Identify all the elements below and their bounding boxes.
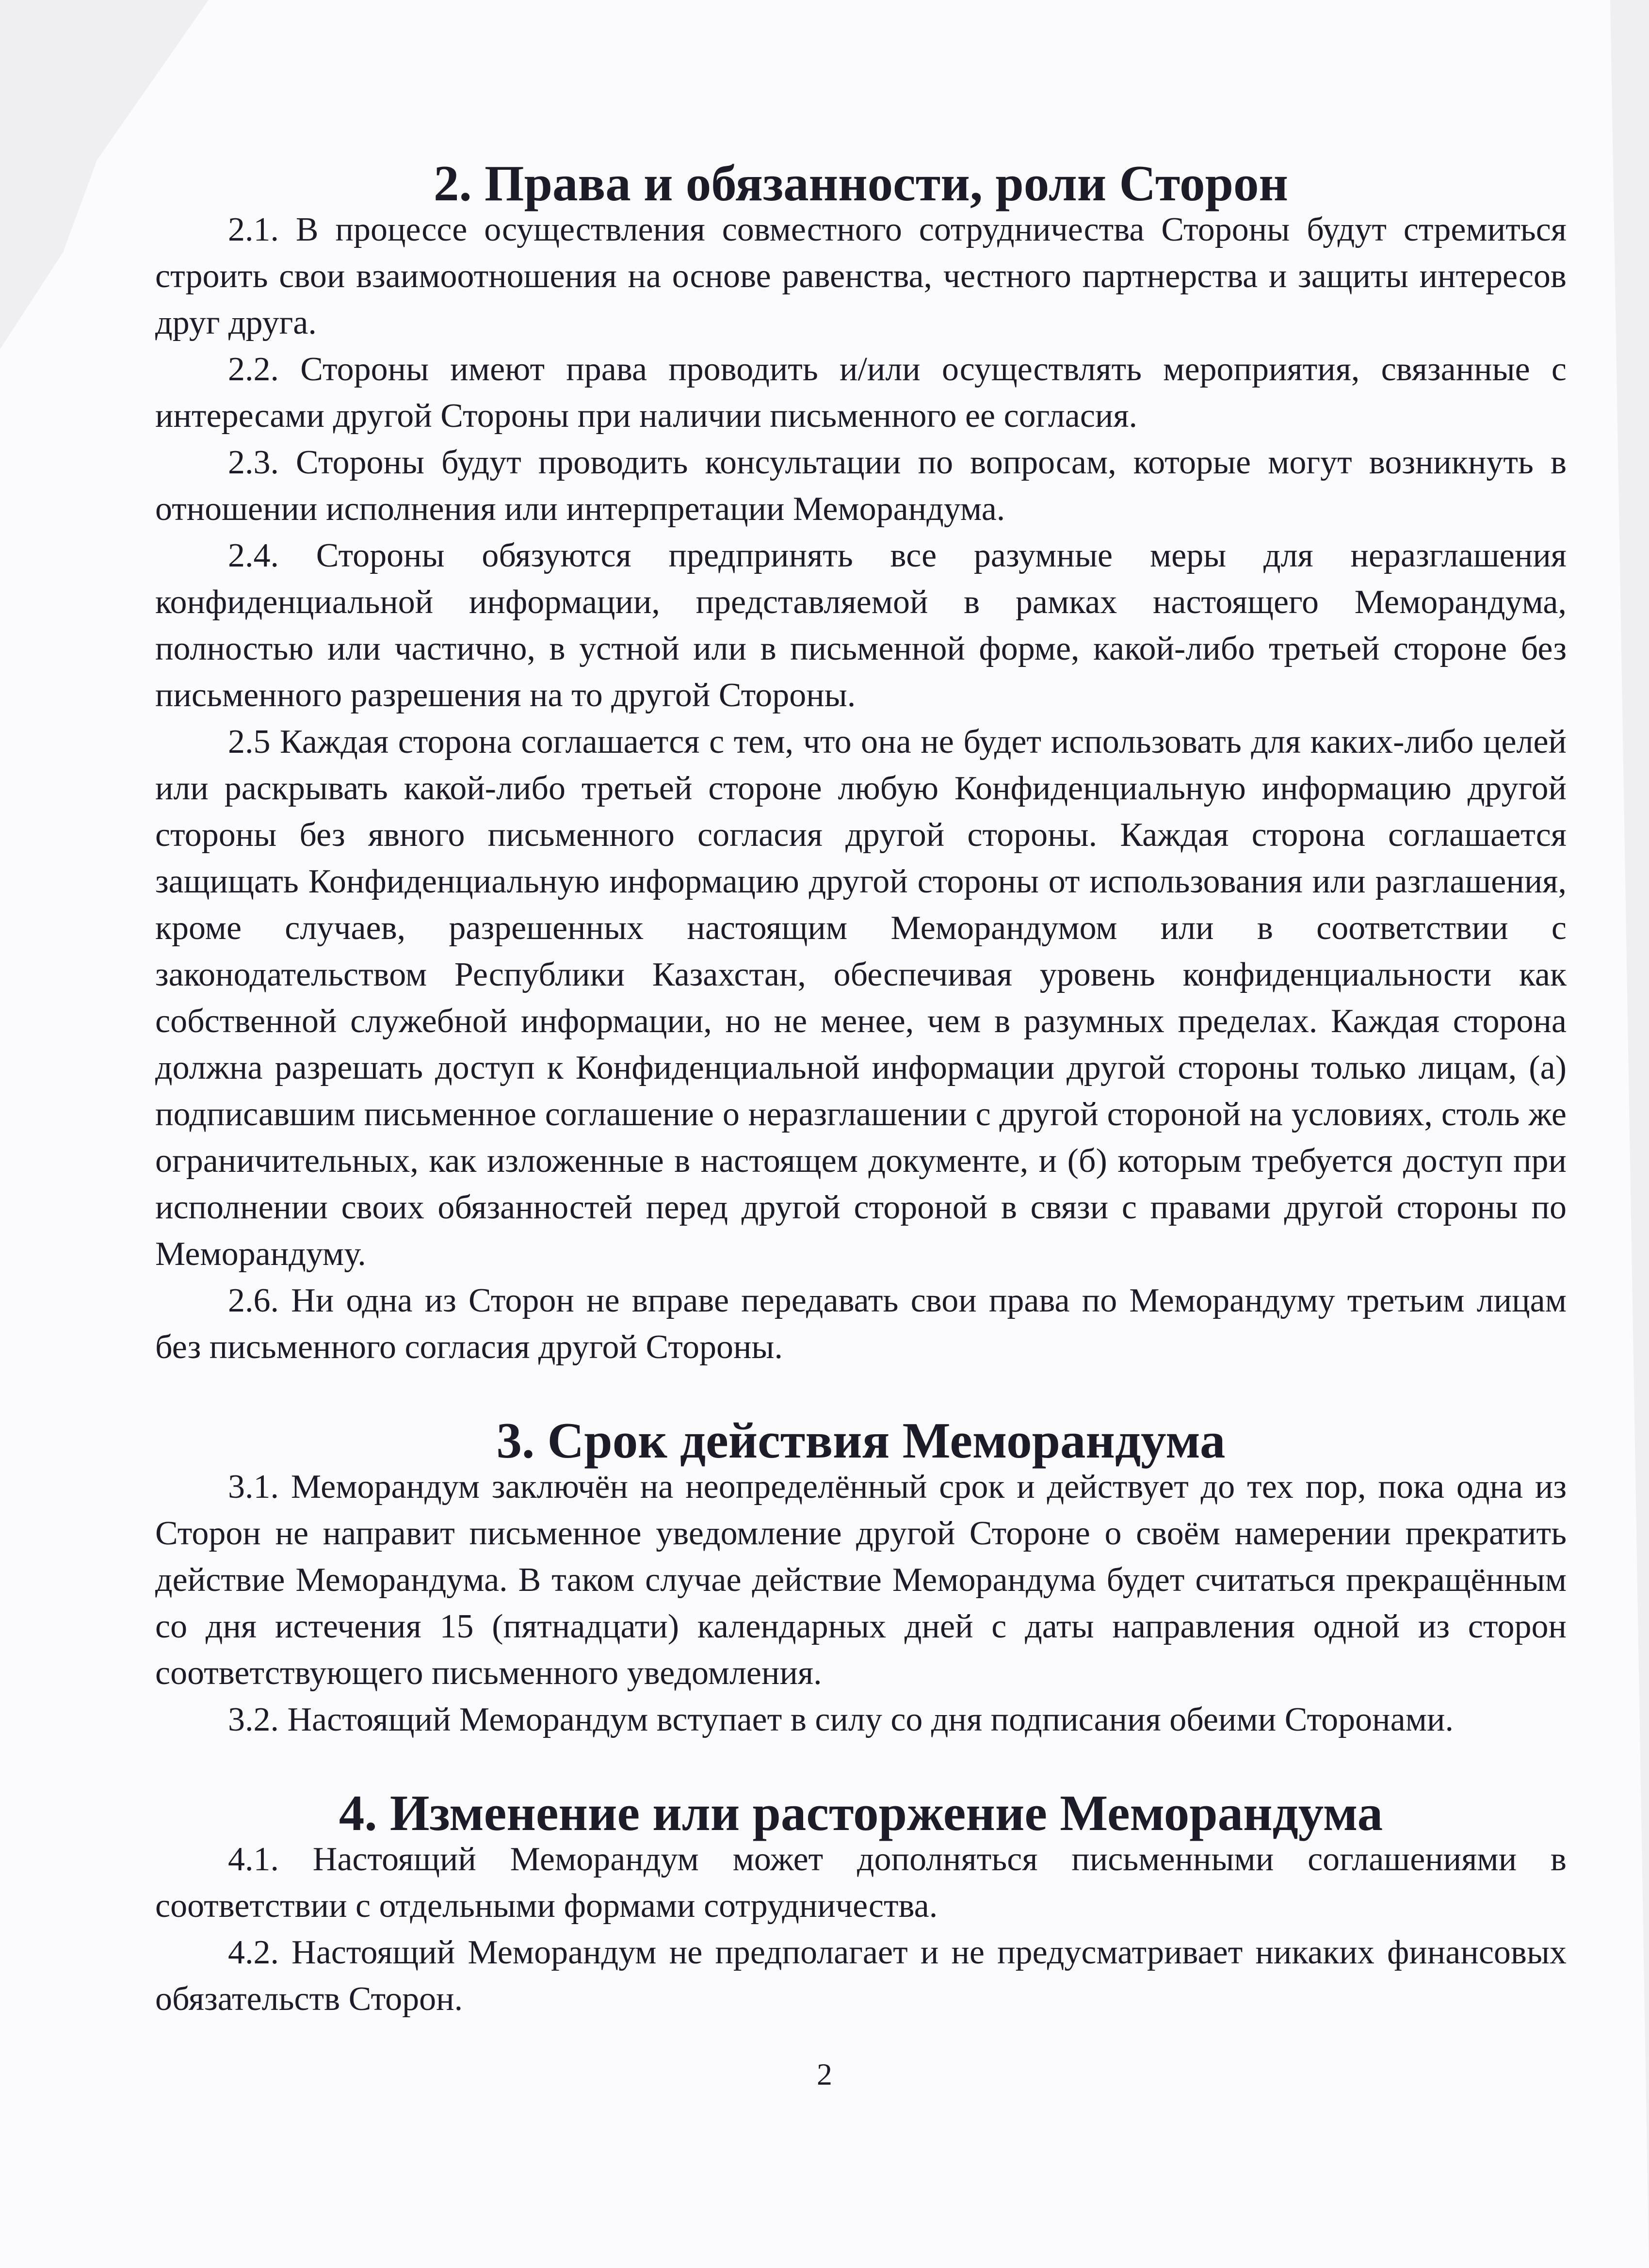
section-spacer (155, 1371, 1567, 1417)
clause-2-2: 2.2. Стороны имеют права проводить и/или осуществлять мероприятия, связанные с интересами другой Стороны при наличии письменного ее согласия. (155, 351, 1567, 435)
document-body (155, 155, 1567, 2023)
section-rights-obligations (155, 155, 1567, 1371)
clause-2-1: 2.1. В процессе осуществления совместного сотрудничества Стороны будут стремиться строить свои взаимоотношения на основе равенства, честного партнерства и защиты интересов друг друга. (155, 211, 1567, 341)
section-heading: 3. Срок действия Меморандума (496, 1412, 1226, 1469)
clause-2-4: 2.4. Стороны обязуются предпринять все разумные меры для неразглашения конфиденциальной информации, представляемой в рамках настоящего Меморандума, полностью или частично, в устной или в письменной форме, какой-либо третьей стороне без письменного разрешения на то другой Стороны. (155, 537, 1567, 714)
clause-4-1: 4.1. Настоящий Меморандум может дополняться письменными соглашениями в соответствии с отдельными формами сотрудничества. (155, 1841, 1567, 1925)
section-amendment-termination (155, 1784, 1567, 2023)
clause-3-1: 3.1. Меморандум заключён на неопределённый срок и действует до тех пор, пока одна из Сторон не направит письменное уведомление другой Стороне о своём намерении прекратить действие Меморандума. В таком случае действие Меморандума будет считаться прекращённым со дня истечения 15 (пятнадцати) календарных дней с даты направления одной из сторон соответствующего письменного уведомления. (155, 1468, 1567, 1692)
section-heading: 4. Изменение или расторжение Меморандума (339, 1784, 1383, 1841)
section-spacer (155, 1743, 1567, 1790)
clause-2-3: 2.3. Стороны будут проводить консультации по вопросам, которые могут возникнуть в отношении исполнения или интерпретации Меморандума. (155, 444, 1567, 528)
clause-2-5: 2.5 Каждая сторона соглашается с тем, что она не будет использовать для каких-либо целей или раскрывать какой-либо третьей стороне любую Конфиденциальную информацию другой стороны без явного письменного согласия другой стороны. Каждая сторона соглашается защищать Конфиденциальную информацию другой стороны от использования или разглашения, кроме случаев, разрешенных настоящим Меморандумом или в соответствии с законодательством Республики Казахстан, обеспечивая уровень конфиденциальности как собственной служебной информации, но не менее, чем в разумных пределах. Каждая сторона должна разрешать доступ к Конфиденциальной информации другой стороны только лицам, (а) подписавшим письменное соглашение о неразглашении с другой стороной на условиях, столь же ограничительных, как изложенные в настоящем документе, и (б) которым требуется доступ при исполнении своих обязанностей перед другой стороной в связи с правами другой стороны по Меморандуму. (155, 723, 1567, 1273)
section-heading: 2. Права и обязанности, роли Сторон (433, 155, 1289, 211)
section-term (155, 1412, 1567, 1743)
clause-3-2: 3.2. Настоящий Меморандум вступает в силу со дня подписания обеими Сторонами. (228, 1701, 1454, 1738)
page-number: 2 (817, 2057, 832, 2091)
clause-4-2: 4.2. Настоящий Меморандум не предполагает и не предусматривает никаких финансовых обязательств Сторон. (155, 1934, 1567, 2018)
clause-2-6: 2.6. Ни одна из Сторон не вправе передавать свои права по Меморандуму третьим лицам без письменного согласия другой Стороны. (155, 1282, 1567, 1366)
